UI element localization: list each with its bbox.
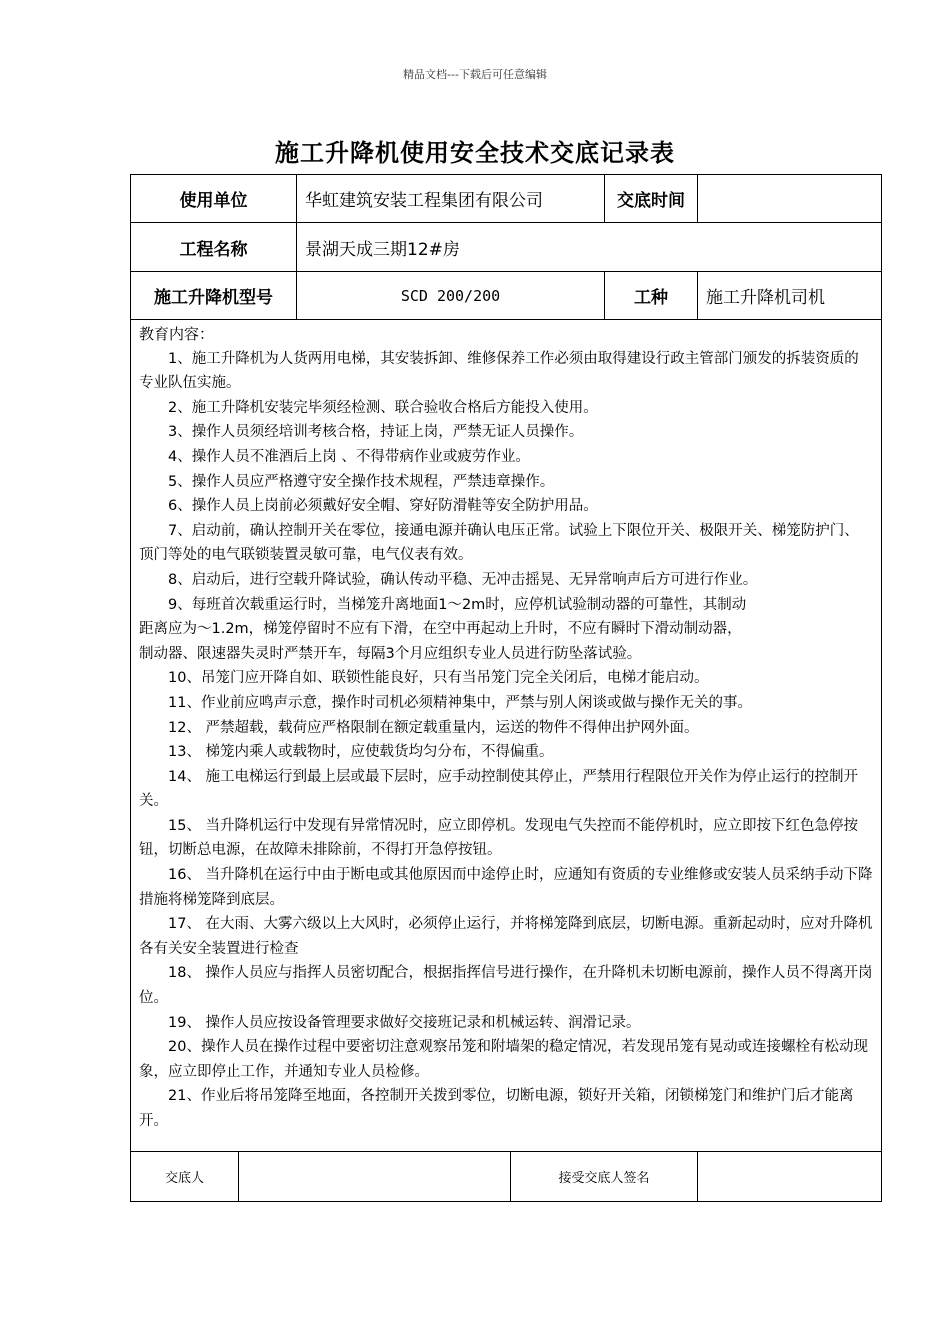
- content-paragraph: 2、施工升降机安装完毕须经检测、联合验收合格后方能投入使用。: [168, 399, 598, 416]
- model-label: 施工升降机型号: [131, 272, 297, 320]
- receiver-label: 接受交底人签名: [511, 1152, 698, 1202]
- row-unit: [131, 175, 882, 223]
- content-paragraph: 13、 梯笼内乘人或载物时，应使载货均匀分布，不得偏重。: [168, 744, 554, 761]
- row-model: [131, 272, 882, 320]
- trade-value: 施工升降机司机: [698, 272, 882, 320]
- content-paragraph: 8、启动后，进行空载升降试验，确认传动平稳、无冲击摇晃、无异常响声后方可进行作业。: [168, 571, 758, 588]
- content-paragraph: 11、作业前应鸣声示意，操作时司机必须精神集中，严禁与别人闲谈或做与操作无关的事。: [168, 694, 752, 711]
- model-value: SCD 200/200: [297, 272, 605, 320]
- content-paragraph: 18、 操作人员应与指挥人员密切配合，根据指挥信号进行操作，在升降机未切断电源前，操作人员不得离开岗位。: [139, 965, 873, 1007]
- unit-value: 华虹建筑安装工程集团有限公司: [297, 175, 605, 223]
- content-paragraph: 1、施工升降机为人货两用电梯，其安装拆卸、维修保养工作必须由取得建设行政主管部门颁发的拆装资质的专业队伍实施。: [139, 350, 859, 392]
- content-paragraph: 7、启动前，确认控制开关在零位，接通电源并确认电压正常。试验上下限位开关、极限开关、梯笼防护门、顶门等处的电气联锁装置灵敏可靠，电气仪表有效。: [139, 522, 859, 564]
- row-content: [131, 320, 882, 1152]
- content-paragraph: 19、 操作人员应按设备管理要求做好交接班记录和机械运转、润滑记录。: [168, 1014, 641, 1031]
- content-paragraph: 3、操作人员须经培训考核合格，持证上岗，严禁无证人员操作。: [168, 424, 584, 441]
- document-title: 施工升降机使用安全技术交底记录表: [275, 139, 675, 167]
- content-paragraph: 5、操作人员应严格遵守安全操作技术规程，严禁违章操作。: [168, 473, 555, 490]
- project-label: 工程名称: [131, 223, 297, 272]
- content-paragraph: 12、 严禁超载，载荷应严格限制在额定载重量内，运送的物件不得伸出护网外面。: [168, 719, 699, 736]
- content-paragraph-9-line: 制动器、限速器失灵时严禁开车，每隔3个月应组织专业人员进行防坠落试验。: [139, 645, 642, 662]
- trade-label: 工种: [605, 272, 698, 320]
- row-project: [131, 223, 882, 272]
- content-paragraph: 10、吊笼门应开降自如、联锁性能良好，只有当吊笼门完全关闭后，电梯才能启动。: [168, 670, 709, 687]
- content-paragraph: 4、操作人员不准酒后上岗 、不得带病作业或疲劳作业。: [168, 448, 530, 465]
- education-content: [131, 320, 882, 1152]
- education-heading: 教育内容：: [139, 325, 215, 343]
- project-value: 景湖天成三期12#房: [297, 223, 882, 272]
- header-note: 精品文档---下载后可任意编辑: [403, 68, 547, 81]
- receiver-signature-field[interactable]: [698, 1152, 882, 1202]
- content-paragraph: 14、 施工电梯运行到最上层或最下层时，应手动控制使其停止，严禁用行程限位开关作为停止运行的控制开关。: [139, 768, 859, 810]
- content-paragraph: 6、操作人员上岗前必须戴好安全帽、穿好防滑鞋等安全防护用品。: [168, 498, 598, 515]
- record-form-table: [130, 174, 882, 1202]
- row-signature: [131, 1152, 882, 1202]
- unit-label: 使用单位: [131, 175, 297, 223]
- content-paragraph-9-line: 9、每班首次载重运行时，当梯笼升离地面1～2m时，应停机试验制动器的可靠性，其制动: [168, 596, 747, 613]
- content-paragraph: 21、作业后将吊笼降至地面，各控制开关拨到零位，切断电源，锁好开关箱，闭锁梯笼门和维护门后才能离开。: [139, 1088, 854, 1129]
- discloser-signature-field[interactable]: [239, 1152, 511, 1202]
- content-paragraph: 16、 当升降机在运行中由于断电或其他原因而中途停止时，应通知有资质的专业维修或安装人员采纳手动下降措施将梯笼降到底层。: [139, 867, 873, 908]
- content-paragraph: 20、操作人员在操作过程中要密切注意观察吊笼和附墙架的稳定情况，若发现吊笼有晃动或连接螺栓有松动现象，应立即停止工作，并通知专业人员检修。: [139, 1039, 868, 1080]
- time-label: 交底时间: [605, 175, 698, 223]
- content-paragraph-9-line: 距离应为～1.2m，梯笼停留时不应有下滑，在空中再起动上升时，不应有瞬时下滑动制动器，: [139, 621, 742, 638]
- content-paragraph: 15、 当升降机运行中发现有异常情况时，应立即停机。发现电气失控而不能停机时，应立即按下红色急停按钮，切断总电源，在故障未排除前，不得打开急停按钮。: [139, 817, 859, 859]
- time-value: [698, 175, 882, 223]
- content-paragraph: 17、 在大雨、大雾六级以上大风时，必须停止运行，并将梯笼降到底层，切断电源。重新起动时，应对升降机各有关安全装置进行检查: [139, 916, 873, 957]
- discloser-label: 交底人: [131, 1152, 239, 1202]
